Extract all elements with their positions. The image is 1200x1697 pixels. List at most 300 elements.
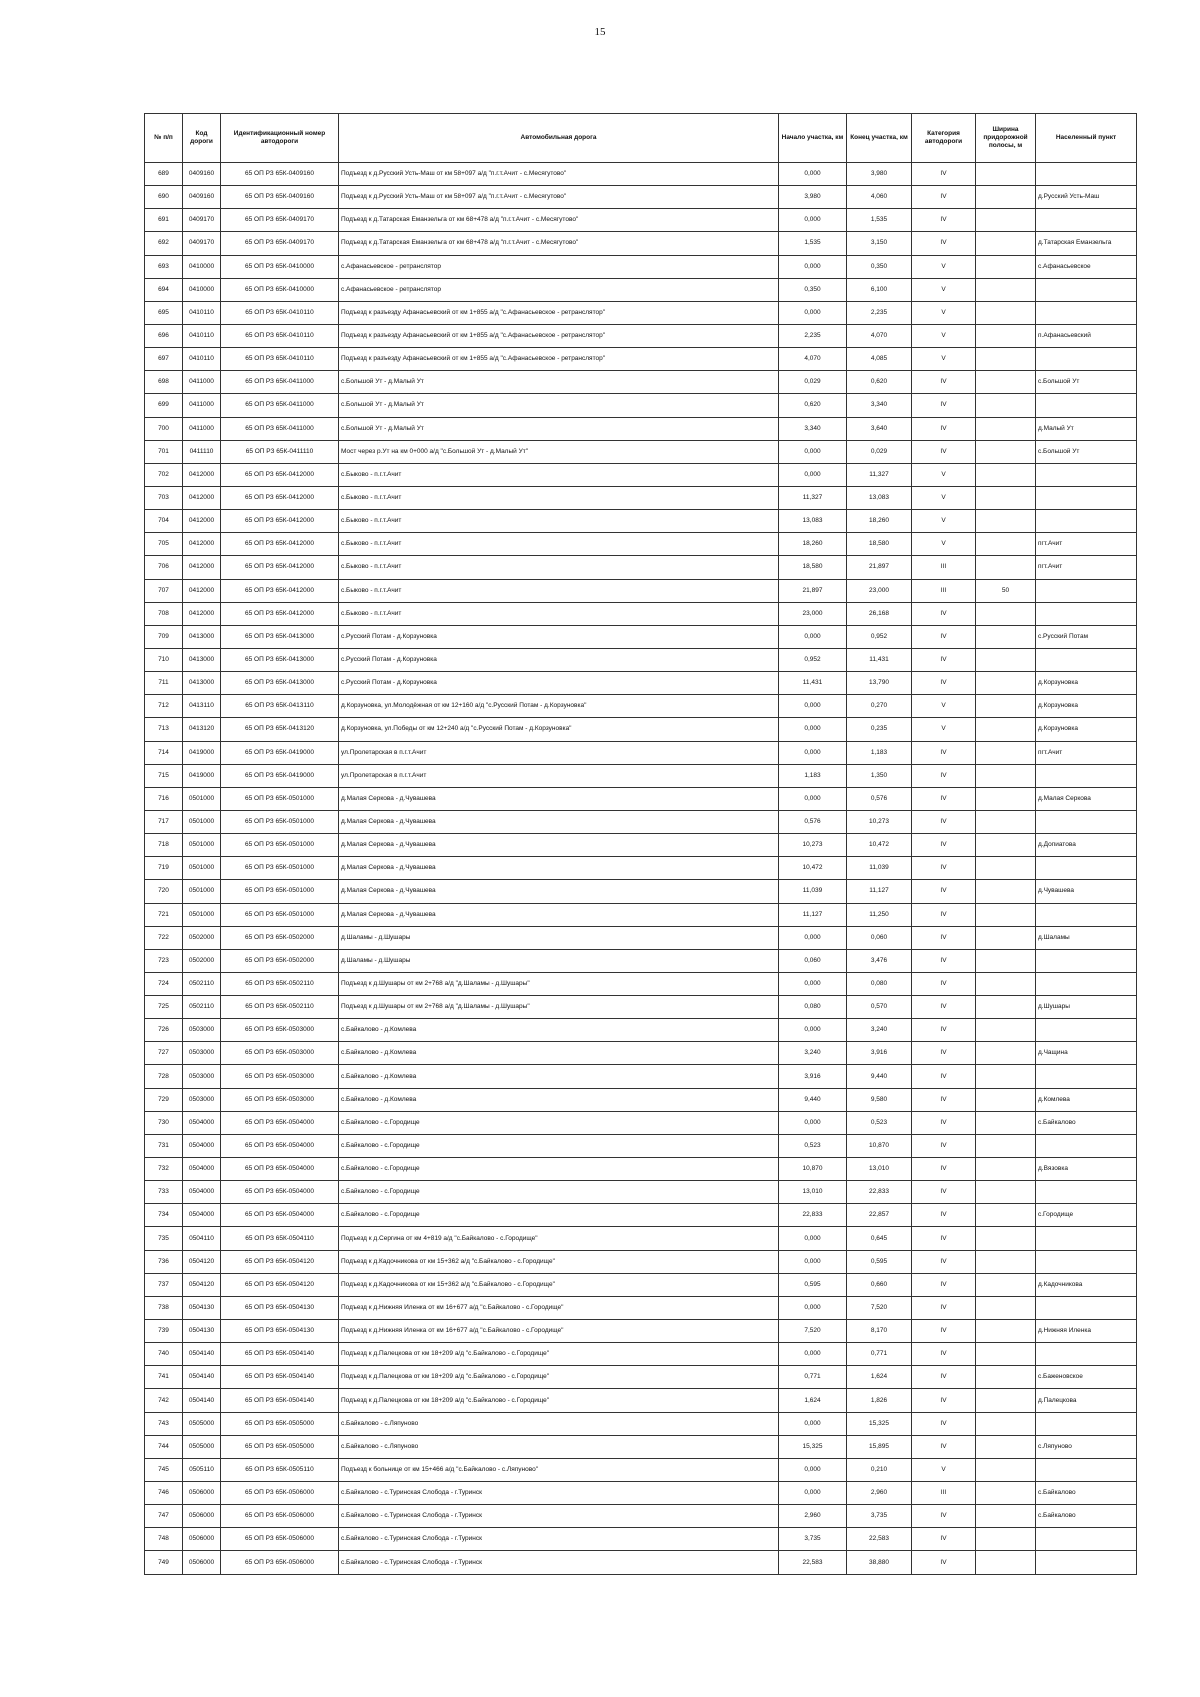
cell-end: 4,070 <box>847 324 912 347</box>
table-row <box>145 278 1137 301</box>
table-row <box>145 440 1137 463</box>
cell-code: 0501000 <box>183 787 221 810</box>
cell-road: Подъезд к д.Кадочникова от км 15+362 а/д "с.Байкалово - с.Городище" <box>339 1250 779 1273</box>
cell-width <box>976 1412 1036 1435</box>
cell-end: 3,150 <box>847 232 912 255</box>
cell-road: д.Корзуновка, ул.Молодёжная от км 12+160 а/д "с.Русский Потам - д.Корзуновка" <box>339 695 779 718</box>
cell-road: Подъезд к д.Татарская Еманзельга от км 68+478 а/д "п.г.т.Ачит - с.Месягутово" <box>339 232 779 255</box>
cell-num: 703 <box>145 486 183 509</box>
cell-ident: 65 ОП РЗ 65К-0419000 <box>221 764 339 787</box>
cell-place: д.Комлева <box>1036 1088 1137 1111</box>
table-row <box>145 1227 1137 1250</box>
cell-place <box>1036 1019 1137 1042</box>
table-body <box>145 163 1137 1575</box>
cell-category: III <box>912 556 976 579</box>
cell-code: 0504110 <box>183 1227 221 1250</box>
cell-code: 0504140 <box>183 1366 221 1389</box>
cell-ident: 65 ОП РЗ 65К-0419000 <box>221 741 339 764</box>
cell-road: Подъезд к д.Татарская Еманзельга от км 68+478 а/д "п.г.т.Ачит - с.Месягутово" <box>339 209 779 232</box>
cell-end: 13,083 <box>847 486 912 509</box>
cell-place <box>1036 1181 1137 1204</box>
cell-code: 0501000 <box>183 903 221 926</box>
cell-road: д.Корзуновка, ул.Победы от км 12+240 а/д "с.Русский Потам - д.Корзуновка" <box>339 718 779 741</box>
cell-code: 0501000 <box>183 857 221 880</box>
roads-table <box>144 113 1137 1575</box>
table-row <box>145 1343 1137 1366</box>
cell-num: 748 <box>145 1528 183 1551</box>
cell-start: 7,520 <box>779 1320 847 1343</box>
cell-end: 22,583 <box>847 1528 912 1551</box>
cell-width <box>976 556 1036 579</box>
table-row <box>145 1181 1137 1204</box>
cell-code: 0413000 <box>183 625 221 648</box>
cell-category: IV <box>912 1111 976 1134</box>
table-row <box>145 417 1137 440</box>
cell-place <box>1036 648 1137 671</box>
cell-ident: 65 ОП РЗ 65К-0504130 <box>221 1320 339 1343</box>
cell-end: 15,325 <box>847 1412 912 1435</box>
cell-start: 21,897 <box>779 579 847 602</box>
table-row <box>145 1389 1137 1412</box>
cell-start: 4,070 <box>779 348 847 371</box>
cell-start: 1,183 <box>779 764 847 787</box>
page-number: 15 <box>594 26 606 38</box>
cell-category: V <box>912 718 976 741</box>
cell-code: 0502000 <box>183 949 221 972</box>
table-row <box>145 949 1137 972</box>
cell-place: д.Допиатова <box>1036 834 1137 857</box>
cell-code: 0502110 <box>183 972 221 995</box>
cell-road: с.Быково - п.г.т.Ачит <box>339 463 779 486</box>
cell-ident: 65 ОП РЗ 65К-0504120 <box>221 1273 339 1296</box>
cell-category: IV <box>912 1435 976 1458</box>
table-row <box>145 1204 1137 1227</box>
cell-ident: 65 ОП РЗ 65К-0410000 <box>221 278 339 301</box>
cell-category: IV <box>912 1019 976 1042</box>
cell-ident: 65 ОП РЗ 65К-0504140 <box>221 1389 339 1412</box>
cell-ident: 65 ОП РЗ 65К-0506000 <box>221 1482 339 1505</box>
cell-ident: 65 ОП РЗ 65К-0413000 <box>221 648 339 671</box>
cell-start: 1,624 <box>779 1389 847 1412</box>
cell-start: 0,000 <box>779 163 847 186</box>
cell-code: 0504000 <box>183 1134 221 1157</box>
cell-category: IV <box>912 186 976 209</box>
cell-end: 0,060 <box>847 926 912 949</box>
cell-start: 0,000 <box>779 1227 847 1250</box>
cell-width <box>976 1505 1036 1528</box>
cell-end: 1,183 <box>847 741 912 764</box>
cell-width <box>976 880 1036 903</box>
cell-place: с.Байкалово <box>1036 1505 1137 1528</box>
cell-width <box>976 972 1036 995</box>
cell-width <box>976 394 1036 417</box>
cell-place: д.Русский Усть-Маш <box>1036 186 1137 209</box>
cell-ident: 65 ОП РЗ 65К-0506000 <box>221 1551 339 1574</box>
cell-category: IV <box>912 1273 976 1296</box>
cell-num: 715 <box>145 764 183 787</box>
cell-place: д.Палецкова <box>1036 1389 1137 1412</box>
cell-code: 0504140 <box>183 1343 221 1366</box>
cell-road: с.Быково - п.г.т.Ачит <box>339 579 779 602</box>
cell-start: 0,029 <box>779 371 847 394</box>
cell-code: 0413120 <box>183 718 221 741</box>
cell-end: 21,897 <box>847 556 912 579</box>
table-row <box>145 834 1137 857</box>
cell-category: IV <box>912 857 976 880</box>
cell-place <box>1036 579 1137 602</box>
cell-road: Подъезд к разъезду Афанасьевский от км 1+855 а/д "с.Афанасьевское - ретранслятор" <box>339 301 779 324</box>
cell-end: 7,520 <box>847 1296 912 1319</box>
cell-category: IV <box>912 880 976 903</box>
cell-road: с.Байкалово - д.Комлева <box>339 1042 779 1065</box>
cell-category: IV <box>912 1181 976 1204</box>
cell-width <box>976 1111 1036 1134</box>
cell-category: IV <box>912 648 976 671</box>
cell-category: IV <box>912 1389 976 1412</box>
cell-place <box>1036 394 1137 417</box>
table-row <box>145 857 1137 880</box>
cell-start: 0,000 <box>779 1250 847 1273</box>
cell-end: 3,476 <box>847 949 912 972</box>
cell-category: IV <box>912 602 976 625</box>
cell-num: 733 <box>145 1181 183 1204</box>
cell-end: 3,340 <box>847 394 912 417</box>
cell-place: с.Большой Ут <box>1036 371 1137 394</box>
table-row <box>145 695 1137 718</box>
cell-start: 0,000 <box>779 741 847 764</box>
cell-ident: 65 ОП РЗ 65К-0411000 <box>221 394 339 417</box>
cell-road: Подъезд к д.Нижняя Иленка от км 16+677 а/д "с.Байкалово - с.Городище" <box>339 1296 779 1319</box>
cell-code: 0504000 <box>183 1158 221 1181</box>
table-row <box>145 510 1137 533</box>
cell-code: 0504000 <box>183 1204 221 1227</box>
cell-start: 0,000 <box>779 625 847 648</box>
cell-width <box>976 648 1036 671</box>
cell-width <box>976 1273 1036 1296</box>
cell-ident: 65 ОП РЗ 65К-0504130 <box>221 1296 339 1319</box>
cell-road: Подъезд к д.Шушары от км 2+768 а/д "д.Шаламы - д.Шушары" <box>339 972 779 995</box>
cell-start: 0,060 <box>779 949 847 972</box>
cell-width <box>976 672 1036 695</box>
cell-road: д.Малая Серкова - д.Чувашева <box>339 903 779 926</box>
cell-category: IV <box>912 1412 976 1435</box>
cell-ident: 65 ОП РЗ 65К-0504000 <box>221 1134 339 1157</box>
table-row <box>145 625 1137 648</box>
cell-place <box>1036 602 1137 625</box>
cell-end: 18,580 <box>847 533 912 556</box>
cell-road: ул.Пролетарская в п.г.т.Ачит <box>339 741 779 764</box>
cell-category: V <box>912 1458 976 1481</box>
cell-width <box>976 741 1036 764</box>
cell-category: IV <box>912 926 976 949</box>
cell-num: 725 <box>145 996 183 1019</box>
cell-road: д.Малая Серкова - д.Чувашева <box>339 857 779 880</box>
cell-road: с.Большой Ут - д.Малый Ут <box>339 371 779 394</box>
cell-road: с.Быково - п.г.т.Ачит <box>339 533 779 556</box>
cell-road: с.Байкалово - с.Городище <box>339 1158 779 1181</box>
cell-category: V <box>912 278 976 301</box>
cell-ident: 65 ОП РЗ 65К-0502000 <box>221 949 339 972</box>
table-row <box>145 579 1137 602</box>
cell-width <box>976 348 1036 371</box>
cell-code: 0504130 <box>183 1320 221 1343</box>
cell-end: 0,645 <box>847 1227 912 1250</box>
cell-code: 0411000 <box>183 394 221 417</box>
cell-category: V <box>912 533 976 556</box>
cell-ident: 65 ОП РЗ 65К-0504120 <box>221 1250 339 1273</box>
cell-ident: 65 ОП РЗ 65К-0413120 <box>221 718 339 741</box>
header-road: Автомобильная дорога <box>339 114 779 163</box>
cell-start: 11,327 <box>779 486 847 509</box>
cell-width <box>976 903 1036 926</box>
table-row <box>145 1042 1137 1065</box>
cell-end: 11,127 <box>847 880 912 903</box>
cell-category: V <box>912 486 976 509</box>
cell-width <box>976 417 1036 440</box>
cell-category: IV <box>912 903 976 926</box>
table-row <box>145 741 1137 764</box>
cell-road: с.Байкалово - с.Туринская Слобода - г.Туринск <box>339 1505 779 1528</box>
cell-end: 10,472 <box>847 834 912 857</box>
cell-num: 710 <box>145 648 183 671</box>
cell-road: д.Малая Серкова - д.Чувашева <box>339 880 779 903</box>
cell-start: 0,620 <box>779 394 847 417</box>
cell-category: V <box>912 255 976 278</box>
table-row <box>145 996 1137 1019</box>
cell-place: д.Нижняя Иленка <box>1036 1320 1137 1343</box>
cell-num: 711 <box>145 672 183 695</box>
cell-place <box>1036 1134 1137 1157</box>
cell-category: V <box>912 324 976 347</box>
cell-place: д.Корзуновка <box>1036 718 1137 741</box>
cell-ident: 65 ОП РЗ 65К-0501000 <box>221 787 339 810</box>
cell-code: 0412000 <box>183 533 221 556</box>
cell-road: Подъезд к д.Нижняя Иленка от км 16+677 а/д "с.Байкалово - с.Городище" <box>339 1320 779 1343</box>
cell-ident: 65 ОП РЗ 65К-0411000 <box>221 371 339 394</box>
cell-start: 0,952 <box>779 648 847 671</box>
cell-end: 0,210 <box>847 1458 912 1481</box>
cell-ident: 65 ОП РЗ 65К-0502110 <box>221 996 339 1019</box>
cell-ident: 65 ОП РЗ 65К-0504110 <box>221 1227 339 1250</box>
cell-road: с.Быково - п.г.т.Ачит <box>339 510 779 533</box>
cell-ident: 65 ОП РЗ 65К-0504000 <box>221 1158 339 1181</box>
cell-ident: 65 ОП РЗ 65К-0410110 <box>221 301 339 324</box>
cell-start: 0,000 <box>779 787 847 810</box>
cell-num: 704 <box>145 510 183 533</box>
cell-start: 0,000 <box>779 1458 847 1481</box>
cell-ident: 65 ОП РЗ 65К-0505000 <box>221 1435 339 1458</box>
cell-end: 26,168 <box>847 602 912 625</box>
cell-width <box>976 695 1036 718</box>
cell-code: 0506000 <box>183 1482 221 1505</box>
cell-ident: 65 ОП РЗ 65К-0506000 <box>221 1528 339 1551</box>
cell-num: 713 <box>145 718 183 741</box>
cell-code: 0501000 <box>183 810 221 833</box>
cell-code: 0412000 <box>183 602 221 625</box>
table-row <box>145 787 1137 810</box>
cell-width <box>976 1458 1036 1481</box>
cell-width <box>976 1181 1036 1204</box>
cell-code: 0409170 <box>183 209 221 232</box>
table-row <box>145 1412 1137 1435</box>
cell-num: 692 <box>145 232 183 255</box>
cell-place <box>1036 463 1137 486</box>
cell-start: 0,000 <box>779 1482 847 1505</box>
cell-ident: 65 ОП РЗ 65К-0412000 <box>221 579 339 602</box>
cell-code: 0503000 <box>183 1042 221 1065</box>
cell-width <box>976 1019 1036 1042</box>
cell-code: 0503000 <box>183 1019 221 1042</box>
cell-start: 0,000 <box>779 255 847 278</box>
cell-road: д.Шаламы - д.Шушары <box>339 926 779 949</box>
cell-code: 0411000 <box>183 417 221 440</box>
cell-start: 0,000 <box>779 1343 847 1366</box>
cell-place: д.Шаламы <box>1036 926 1137 949</box>
cell-num: 694 <box>145 278 183 301</box>
table-row <box>145 1505 1137 1528</box>
table-row <box>145 163 1137 186</box>
table-row <box>145 1134 1137 1157</box>
cell-code: 0410000 <box>183 255 221 278</box>
header-end: Конец участка, км <box>847 114 912 163</box>
cell-end: 0,080 <box>847 972 912 995</box>
cell-category: IV <box>912 232 976 255</box>
cell-road: с.Байкалово - с.Туринская Слобода - г.Туринск <box>339 1528 779 1551</box>
cell-code: 0505000 <box>183 1435 221 1458</box>
cell-start: 10,273 <box>779 834 847 857</box>
cell-code: 0504120 <box>183 1273 221 1296</box>
cell-ident: 65 ОП РЗ 65К-0410000 <box>221 255 339 278</box>
table-row <box>145 209 1137 232</box>
cell-start: 0,000 <box>779 440 847 463</box>
cell-ident: 65 ОП РЗ 65К-0504140 <box>221 1343 339 1366</box>
cell-num: 712 <box>145 695 183 718</box>
table-row <box>145 1366 1137 1389</box>
cell-end: 0,620 <box>847 371 912 394</box>
cell-category: IV <box>912 1366 976 1389</box>
cell-width <box>976 1204 1036 1227</box>
cell-category: IV <box>912 1204 976 1227</box>
cell-num: 706 <box>145 556 183 579</box>
cell-category: IV <box>912 394 976 417</box>
cell-code: 0412000 <box>183 463 221 486</box>
cell-start: 0,000 <box>779 209 847 232</box>
table-row <box>145 324 1137 347</box>
cell-place: пгт.Ачит <box>1036 533 1137 556</box>
cell-road: с.Байкалово - с.Городище <box>339 1181 779 1204</box>
cell-category: IV <box>912 834 976 857</box>
cell-end: 22,857 <box>847 1204 912 1227</box>
cell-place <box>1036 163 1137 186</box>
cell-end: 11,327 <box>847 463 912 486</box>
cell-num: 702 <box>145 463 183 486</box>
cell-ident: 65 ОП РЗ 65К-0411000 <box>221 417 339 440</box>
cell-end: 0,771 <box>847 1343 912 1366</box>
cell-end: 38,880 <box>847 1551 912 1574</box>
table-row <box>145 1551 1137 1574</box>
cell-end: 3,735 <box>847 1505 912 1528</box>
cell-width <box>976 834 1036 857</box>
cell-category: IV <box>912 1042 976 1065</box>
cell-num: 745 <box>145 1458 183 1481</box>
cell-start: 11,431 <box>779 672 847 695</box>
cell-num: 740 <box>145 1343 183 1366</box>
cell-ident: 65 ОП РЗ 65К-0503000 <box>221 1088 339 1111</box>
cell-num: 739 <box>145 1320 183 1343</box>
table-row <box>145 1458 1137 1481</box>
cell-ident: 65 ОП РЗ 65К-0412000 <box>221 533 339 556</box>
cell-road: с.Байкалово - с.Городище <box>339 1134 779 1157</box>
cell-ident: 65 ОП РЗ 65К-0412000 <box>221 602 339 625</box>
cell-road: Подъезд к д.Палецкова от км 18+209 а/д "с.Байкалово - с.Городище" <box>339 1389 779 1412</box>
table-row <box>145 394 1137 417</box>
cell-num: 718 <box>145 834 183 857</box>
cell-end: 3,980 <box>847 163 912 186</box>
cell-num: 738 <box>145 1296 183 1319</box>
cell-place <box>1036 301 1137 324</box>
cell-road: д.Малая Серкова - д.Чувашева <box>339 810 779 833</box>
cell-code: 0409160 <box>183 163 221 186</box>
cell-start: 2,960 <box>779 1505 847 1528</box>
cell-num: 724 <box>145 972 183 995</box>
cell-place <box>1036 972 1137 995</box>
cell-num: 747 <box>145 1505 183 1528</box>
cell-start: 0,000 <box>779 695 847 718</box>
table-header-row <box>145 114 1137 163</box>
cell-place <box>1036 1296 1137 1319</box>
cell-ident: 65 ОП РЗ 65К-0409160 <box>221 163 339 186</box>
cell-road: с.Большой Ут - д.Малый Ут <box>339 394 779 417</box>
cell-end: 1,535 <box>847 209 912 232</box>
cell-code: 0413000 <box>183 672 221 695</box>
cell-category: IV <box>912 741 976 764</box>
cell-place <box>1036 510 1137 533</box>
cell-ident: 65 ОП РЗ 65К-0412000 <box>221 556 339 579</box>
cell-road: Подъезд к д.Кадочникова от км 15+362 а/д "с.Байкалово - с.Городище" <box>339 1273 779 1296</box>
cell-start: 15,325 <box>779 1435 847 1458</box>
cell-end: 15,895 <box>847 1435 912 1458</box>
cell-category: IV <box>912 1134 976 1157</box>
cell-place: с.Городище <box>1036 1204 1137 1227</box>
cell-category: IV <box>912 417 976 440</box>
cell-num: 736 <box>145 1250 183 1273</box>
cell-ident: 65 ОП РЗ 65К-0502000 <box>221 926 339 949</box>
cell-category: IV <box>912 1343 976 1366</box>
table-row <box>145 301 1137 324</box>
cell-start: 11,127 <box>779 903 847 926</box>
cell-end: 11,250 <box>847 903 912 926</box>
cell-ident: 65 ОП РЗ 65К-0506000 <box>221 1505 339 1528</box>
table-row <box>145 718 1137 741</box>
cell-end: 18,260 <box>847 510 912 533</box>
table-row <box>145 602 1137 625</box>
cell-road: Подъезд к д.Шушары от км 2+768 а/д "д.Шаламы - д.Шушары" <box>339 996 779 1019</box>
cell-place <box>1036 1227 1137 1250</box>
cell-ident: 65 ОП РЗ 65К-0502110 <box>221 972 339 995</box>
cell-width <box>976 486 1036 509</box>
cell-width <box>976 1551 1036 1574</box>
cell-code: 0410110 <box>183 324 221 347</box>
cell-num: 741 <box>145 1366 183 1389</box>
cell-category: IV <box>912 972 976 995</box>
cell-code: 0409170 <box>183 232 221 255</box>
cell-category: IV <box>912 1505 976 1528</box>
cell-ident: 65 ОП РЗ 65К-0501000 <box>221 810 339 833</box>
cell-width <box>976 1227 1036 1250</box>
cell-place <box>1036 348 1137 371</box>
cell-width <box>976 324 1036 347</box>
cell-road: Подъезд к разъезду Афанасьевский от км 1+855 а/д "с.Афанасьевское - ретранслятор" <box>339 348 779 371</box>
